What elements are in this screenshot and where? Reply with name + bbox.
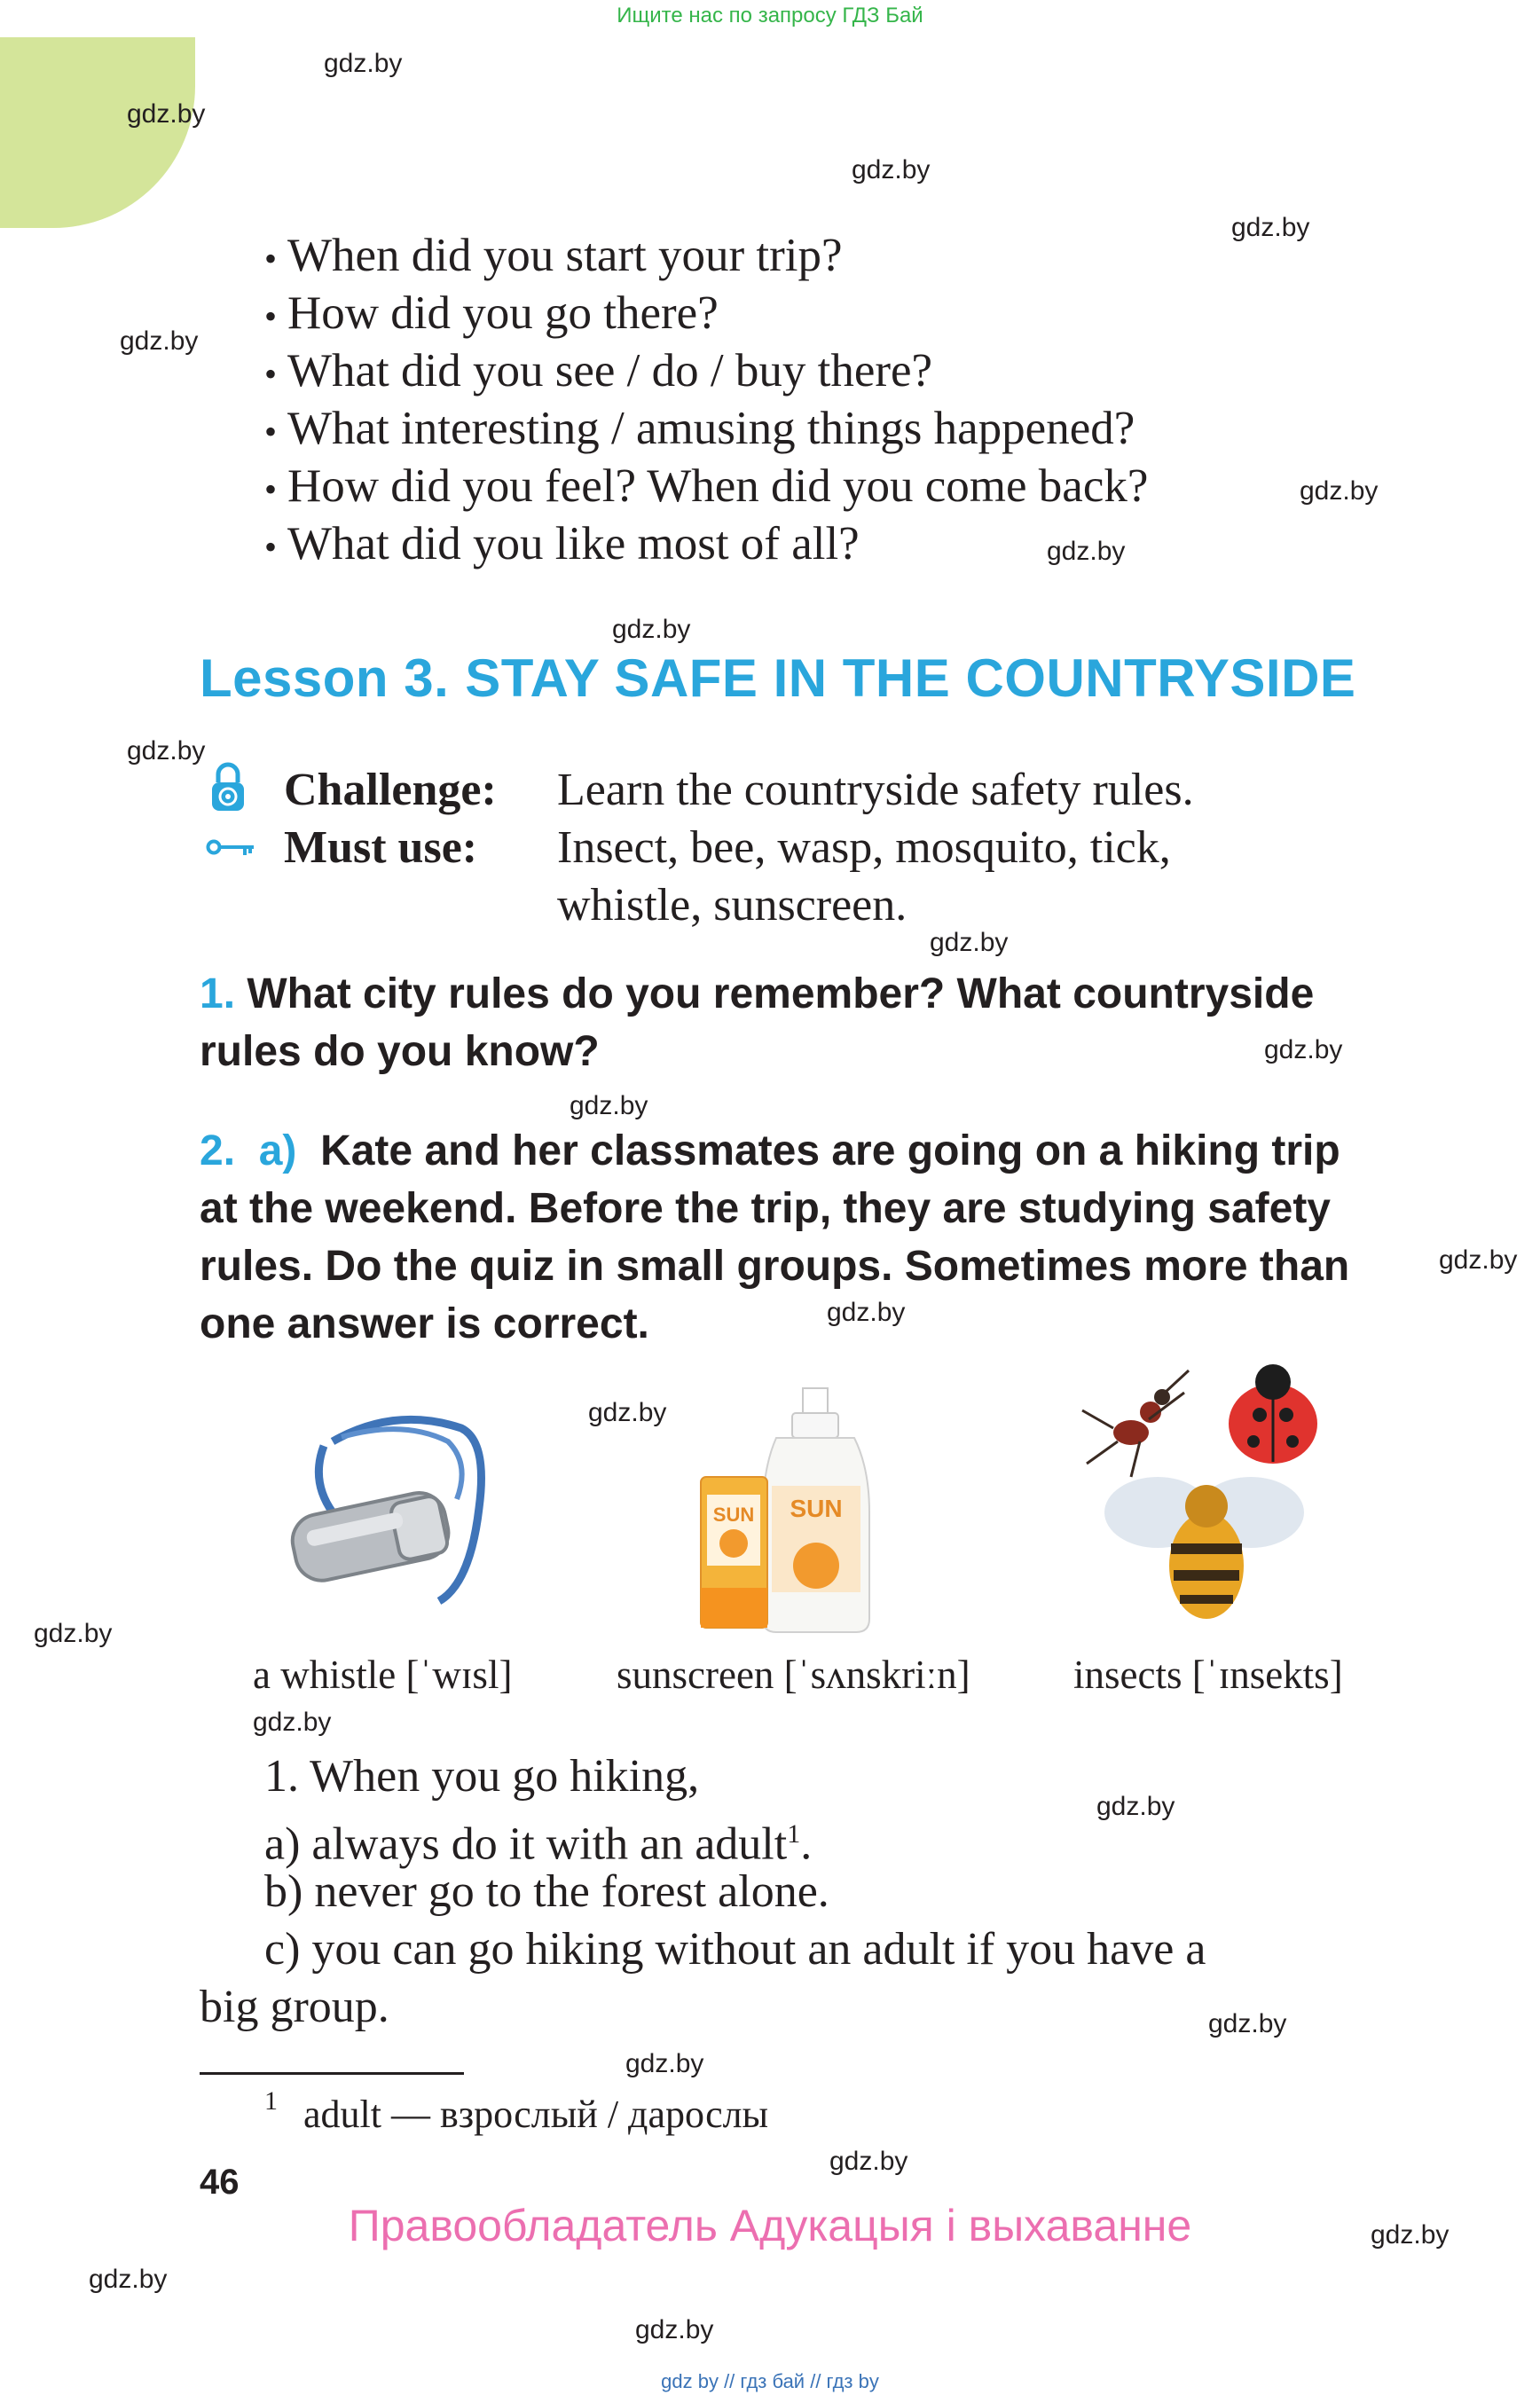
watermark: gdz.by	[1300, 476, 1379, 506]
watermark: gdz.by	[1439, 1245, 1518, 1275]
watermark: gdz.by	[635, 2315, 714, 2344]
task-1	[200, 965, 1415, 1080]
task-2-line: rules. Do the quiz in small groups. Sometimes more than	[200, 1243, 1350, 1290]
watermark: gdz.by	[625, 2049, 704, 2078]
watermark: gdz.by	[1208, 2009, 1287, 2038]
lesson-number: Lesson 3.	[200, 648, 450, 708]
watermark: gdz.by	[612, 615, 691, 644]
task-1-line: 1. What city rules do you remember? What countryside	[200, 970, 1315, 1017]
quiz-option-a: a) always do it with an adult$^1$.	[264, 1818, 813, 1870]
footnote-divider	[200, 2072, 464, 2075]
watermark: gdz.by	[1371, 2220, 1450, 2250]
must-use-text: whistle, sunscreen.	[557, 880, 908, 931]
insects-image	[1078, 1357, 1335, 1632]
lock-icon	[209, 761, 247, 813]
must-use-label: Must use:	[284, 822, 478, 873]
watermark: gdz.by	[852, 155, 931, 185]
task-1-line: rules do you know?	[200, 1028, 600, 1075]
watermark: gdz.by	[1264, 1035, 1343, 1064]
watermark: gdz.by	[127, 736, 206, 766]
sunscreen-caption: sunscreen [ˈsʌnskriːn]	[617, 1653, 970, 1697]
bottom-links[interactable]: gdz by // гдз бай // гдз by	[661, 2370, 879, 2392]
whistle-image	[271, 1402, 501, 1632]
sunscreen-label: SUN	[712, 1504, 755, 1526]
bullet-item: • What did you like most of all?	[264, 518, 860, 569]
watermark: gdz.by	[253, 1708, 332, 1737]
insects-caption: insects [ˈɪnsekts]	[1073, 1653, 1343, 1697]
watermark: gdz.by	[127, 99, 206, 129]
page-number: 46	[200, 2163, 240, 2202]
quiz-option-b: b) never go to the forest alone.	[264, 1866, 829, 1917]
top-note[interactable]: Ищите нас по запросу ГДЗ Бай	[617, 4, 923, 27]
must-use-text: Insect, bee, wasp, mosquito, tick,	[557, 822, 1171, 873]
watermark: gdz.by	[34, 1619, 113, 1648]
watermark: gdz.by	[1231, 213, 1310, 242]
sunscreen-label: SUN	[790, 1495, 843, 1522]
bullet-item: • How did you go there?	[264, 287, 719, 339]
quiz-question: 1. When you go hiking,	[264, 1751, 700, 1802]
watermark: gdz.by	[930, 928, 1009, 957]
bullet-item: • What did you see / do / buy there?	[264, 345, 933, 397]
watermark: gdz.by	[1096, 1792, 1175, 1821]
corner-decoration	[0, 37, 195, 228]
task-2-line: at the weekend. Before the trip, they are studying safety	[200, 1185, 1331, 1232]
watermark: gdz.by	[89, 2265, 168, 2294]
quiz-option-c: c) you can go hiking without an adult if you have a	[264, 1924, 1206, 1975]
sunscreen-image	[688, 1379, 900, 1637]
watermark: gdz.by	[324, 49, 403, 78]
watermark: gdz.by	[570, 1091, 648, 1120]
footnote-mark: 1	[264, 2086, 278, 2116]
lesson-heading: STAY SAFE IN THE COUNTRYSIDE	[465, 648, 1356, 708]
task-2-line: one answer is correct.	[200, 1300, 649, 1347]
bullet-item: • How did you feel? When did you come back?	[264, 460, 1149, 512]
footnote-text: adult — взрослый / дарослы	[303, 2093, 769, 2136]
copyright-notice: Правообладатель Адукацыя і выхаванне	[348, 2201, 1192, 2250]
watermark: gdz.by	[829, 2147, 908, 2176]
challenge-label: Challenge:	[284, 765, 497, 815]
watermark: gdz.by	[120, 326, 199, 356]
bullet-item: • What interesting / amusing things happened?	[264, 403, 1135, 454]
watermark: gdz.by	[1047, 537, 1126, 566]
quiz-option-c-cont: big group.	[200, 1982, 389, 2032]
watermark: gdz.by	[588, 1398, 667, 1427]
lesson-title	[200, 648, 1355, 709]
task-2	[200, 1122, 1415, 1353]
task-2-line: 2. a) Kate and her classmates are going on a hiking trip	[200, 1127, 1340, 1174]
key-icon	[206, 834, 255, 860]
watermark: gdz.by	[827, 1298, 906, 1327]
challenge-text: Learn the countryside safety rules.	[557, 765, 1194, 815]
bullet-item: • When did you start your trip?	[264, 230, 843, 281]
whistle-caption: a whistle [ˈwɪsl]	[253, 1653, 513, 1697]
